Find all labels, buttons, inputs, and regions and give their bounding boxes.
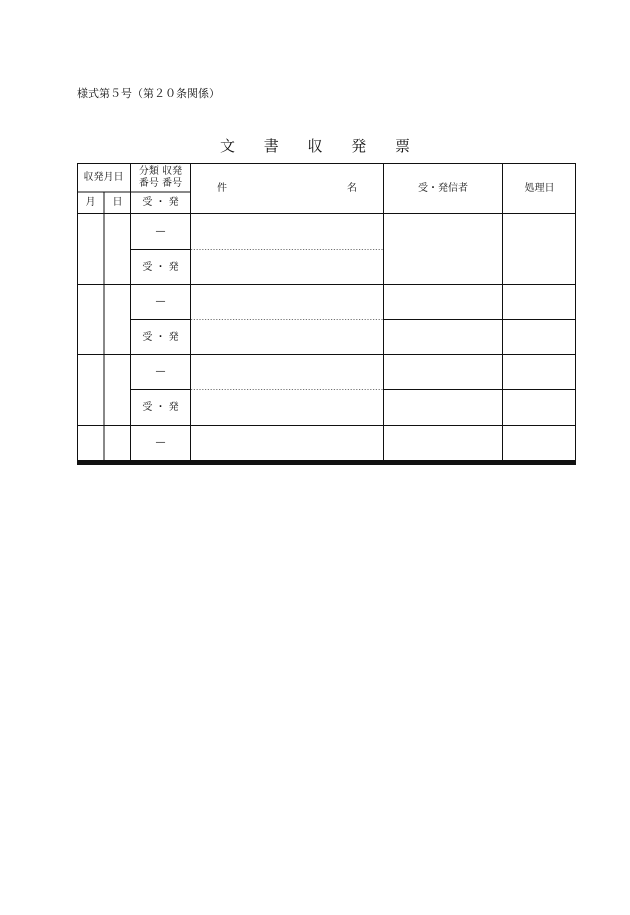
row-dash: — [155,437,166,448]
form-number-label: 様式第５号（第２０条関係） [77,87,220,100]
header-class-no-bottom: 番号 番号 [138,178,183,189]
header-day: 日 [112,197,123,208]
header-class-no-top: 分類 収発 [138,166,183,177]
form-title: 文 書 収 発 票 [219,137,423,155]
table-grid [77,163,576,465]
header-subject-right: 名 [347,183,357,194]
document-record-table [77,163,576,465]
row-recv-send: 受 ・ 発 [142,402,179,413]
header-recv-send: 受 ・ 発 [142,197,179,208]
row-dash: — [155,226,166,237]
row-recv-send: 受 ・ 発 [142,332,179,343]
table-border [78,164,576,461]
bottom-thick-rule [77,460,576,465]
row-dash: — [155,296,166,307]
header-subject-left: 件 [217,183,227,194]
header-processed-date: 処理日 [524,183,555,194]
row-recv-send: 受 ・ 発 [142,262,179,273]
header-received-date: 収発月日 [83,172,124,183]
header-counterparty: 受・発信者 [418,183,468,194]
header-month: 月 [85,197,96,208]
row-dash: — [155,366,166,377]
